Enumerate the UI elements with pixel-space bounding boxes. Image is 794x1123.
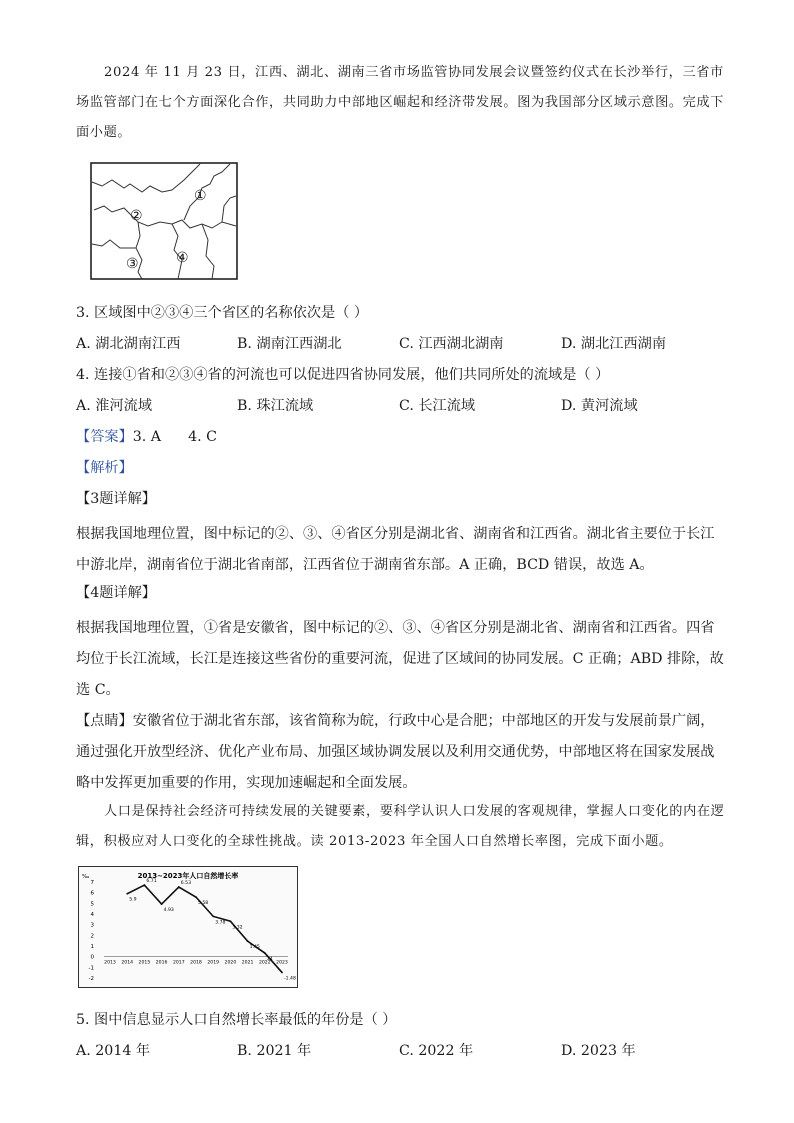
chart-x-tick-label: 2016 — [155, 960, 168, 966]
answer-line — [76, 426, 726, 448]
chart-data-label: 6.71 — [146, 879, 157, 885]
chart-data-label: -1.48 — [284, 976, 296, 982]
chart-data-point — [195, 896, 197, 898]
map-marker-2: ② — [130, 208, 143, 224]
analysis-label: 【解析】 — [76, 460, 133, 476]
detail-4-heading — [76, 582, 726, 604]
chart-x-tick-label: 2020 — [224, 960, 237, 966]
question-5-stem: 5. 图中信息显示人口自然增长率最低的年份是（ ） — [76, 1012, 397, 1028]
question-5-options — [76, 1040, 726, 1062]
chart-data-label: 4.93 — [163, 908, 174, 914]
q3-option-b: B. 湖南江西湖北 — [237, 336, 342, 352]
detail-4-label: 【4题详解】 — [76, 585, 156, 601]
intro-passage-1: 2024 年 11 月 23 日，江西、湖北、湖南三省市场监管协同发展会议暨签约仪式在长沙举行，三省市场监管部门在七个方面深化合作，共同助力中部地区崛起和经济带发展。图为我国部分区域示意图。完成下面小题。 — [76, 65, 725, 140]
analysis-heading — [76, 457, 726, 479]
tip-paragraph — [76, 706, 726, 799]
intro-passage-2: 人口是保持社会经济可持续发展的关键要素，要科学认识人口发展的客观规律，掌握人口变化的内在逻辑，积极应对人口变化的全球性挑战。读 2013-2023 年全国人口自然增长率图，完成下面小题。 — [76, 804, 725, 849]
population-growth-chart — [78, 866, 298, 988]
chart-x-tick-label: 2023 — [276, 960, 288, 966]
q5-option-d: D. 2023 年 — [561, 1043, 636, 1059]
chart-x-tick-label: 2018 — [190, 960, 202, 966]
chart-y-tick-label: 3 — [90, 922, 94, 929]
chart-data-label: 5.9 — [129, 897, 137, 903]
chart-y-tick-label: 7 — [90, 880, 94, 886]
q4-option-a: A. 淮河流域 — [76, 398, 153, 414]
question-3-options — [76, 333, 726, 355]
tip-label: 【点睛】 — [76, 713, 133, 729]
q5-option-b: B. 2021 年 — [237, 1043, 312, 1059]
chart-y-tick-label: 0 — [90, 954, 94, 961]
chart-y-tick-label: 4 — [90, 912, 94, 918]
chart-data-point — [212, 915, 214, 917]
chart-x-tick-label: 2022 — [258, 960, 271, 966]
chart-data-point — [230, 920, 232, 922]
q3-option-c: C. 江西湖北湖南 — [399, 336, 504, 352]
chart-data-point — [178, 886, 180, 888]
chart-y-unit: ‰ — [82, 874, 90, 880]
chart-data-label: 6.53 — [180, 881, 192, 887]
chart-y-tick-label: 2 — [90, 933, 94, 940]
detail-3-heading — [76, 488, 726, 510]
chart-svg — [78, 866, 298, 988]
chart-y-tick-label: -2 — [88, 976, 94, 982]
chart-x-tick-label: 2017 — [172, 960, 185, 966]
q5-option-a: A. 2014 年 — [76, 1043, 151, 1059]
chart-data-label: 5.58 — [198, 901, 209, 907]
q5-option-c: C. 2022 年 — [399, 1043, 474, 1059]
chart-data-label: 3.32 — [232, 925, 243, 931]
q4-option-b: B. 珠江流域 — [237, 398, 314, 414]
chart-title: 2013~2023年人口自然增长率 — [137, 872, 239, 880]
region-map — [90, 162, 238, 280]
chart-data-point — [144, 884, 146, 886]
chart-y-tick-label: 5 — [90, 901, 94, 908]
q3-option-a: A. 湖北湖南江西 — [76, 336, 181, 352]
chart-data-point — [161, 903, 163, 905]
chart-y-tick-label: -1 — [88, 965, 94, 972]
chart-data-label: 34 — [266, 957, 273, 963]
chart-y-tick-label: 1 — [90, 944, 94, 950]
answer-text: 3. A 4. C — [132, 429, 218, 445]
question-3-stem: 3. 区域图中②③④三个省区的名称依次是（ ） — [76, 305, 369, 321]
chart-x-tick-label: 2013 — [104, 960, 116, 966]
chart-x-tick-label: 2014 — [121, 960, 134, 966]
chart-data-point — [247, 940, 249, 942]
question-4-stem: 4. 连接①省和②③④省的河流也可以促进四省协同发展，他们共同所处的流域是（ ） — [76, 367, 610, 383]
map-marker-3: ③ — [126, 256, 139, 272]
detail-4-text: 根据我国地理位置，①省是安徽省，图中标记的②、③、④省区分别是湖北省、湖南省和江西省。四省均位于长江流域，长江是连接这些省份的重要河流，促进了区域间的协同发展。C 正确；ABD 排除，故选 C。 — [76, 620, 724, 698]
tip-text: 安徽省位于湖北省东部，该省简称为皖，行政中心是合肥；中部地区的开发与发展前景广阔，通过强化开放型经济、优化产业布局、加强区域协调发展以及利用交通优势，中部地区将在国家发展战略中发挥更加重要的作用，实现加速崛起和全面发展。 — [76, 713, 715, 791]
chart-data-label: 3.78 — [215, 920, 226, 926]
answer-label: 【答案】 — [76, 429, 133, 445]
chart-data-point — [264, 952, 266, 954]
chart-data-point — [126, 893, 128, 895]
q3-option-d: D. 湖北江西湖南 — [561, 336, 667, 352]
chart-x-tick-label: 2015 — [138, 960, 151, 966]
detail-3-text: 根据我国地理位置，图中标记的②、③、④省区分别是湖北省、湖南省和江西省。湖北省主要位于长江中游北岸，湖南省位于湖北省南部，江西省位于湖南省东部。A 正确，BCD 错误，故选 A。 — [76, 526, 715, 573]
chart-x-tick-label: 2021 — [241, 960, 254, 966]
chart-data-label: 1.45 — [249, 945, 260, 951]
chart-data-point — [281, 972, 283, 974]
map-marker-4: ④ — [176, 250, 189, 266]
q4-option-c: C. 长江流域 — [399, 398, 476, 414]
detail-3-label: 【3题详解】 — [76, 491, 156, 507]
chart-y-tick-label: 6 — [90, 890, 94, 897]
q4-option-d: D. 黄河流域 — [561, 398, 638, 414]
map-marker-1: ① — [194, 188, 207, 204]
chart-x-tick-label: 2019 — [207, 960, 220, 966]
question-4-options — [76, 395, 726, 417]
